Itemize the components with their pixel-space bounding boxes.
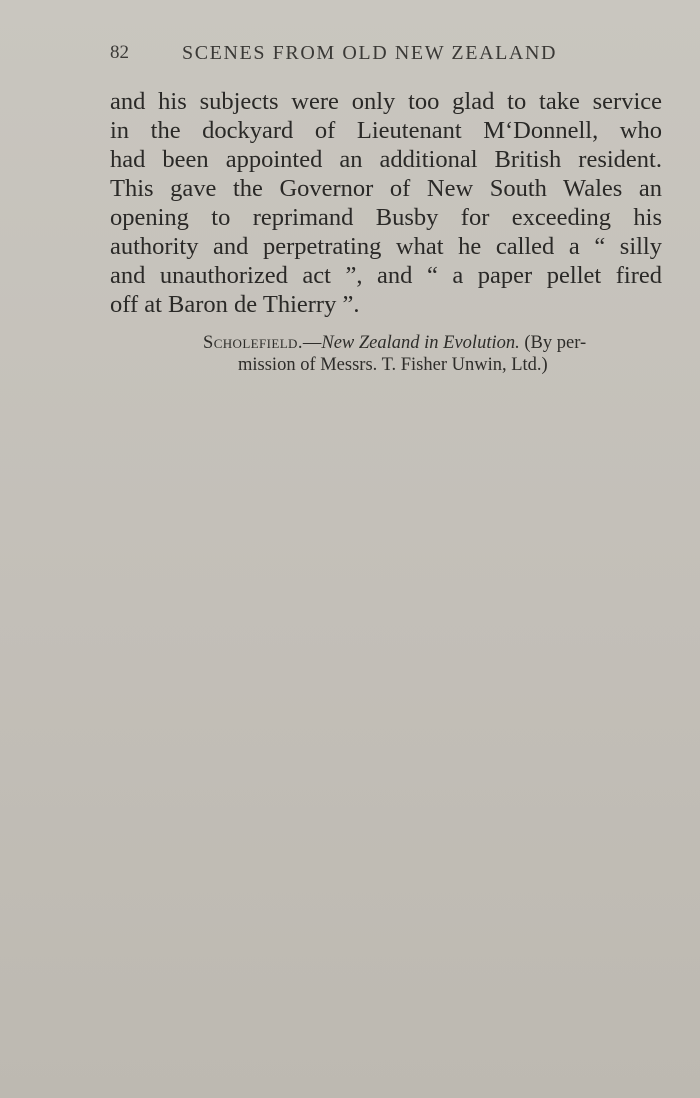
- body-line: off at Baron de Thierry ”.: [110, 291, 360, 318]
- citation-note-part1: (By per-: [519, 333, 587, 353]
- body-line: had been appointed an additional British resident.: [110, 146, 662, 173]
- page-number: 82: [110, 42, 129, 63]
- citation-author: Scholefield.: [203, 333, 303, 353]
- body-line: in the dockyard of Lieutenant M‘Donnell, who: [110, 117, 662, 144]
- body-line: and unauthorized act ”, and “ a paper pellet fired: [110, 262, 662, 289]
- running-title: SCENES FROM OLD NEW ZEALAND: [182, 42, 558, 64]
- running-head: [110, 40, 594, 70]
- body-line: authority and perpetrating what he called a “ silly: [110, 233, 662, 260]
- body-line: This gave the Governor of New South Wales an: [110, 175, 662, 202]
- body-paragraph: [110, 87, 662, 319]
- citation-book-title: New Zealand in Evolution.: [321, 333, 520, 353]
- body-line: opening to reprimand Busby for exceeding his: [110, 204, 662, 231]
- citation-dash: —: [302, 333, 322, 353]
- citation-note-part2: mission of Messrs. T. Fisher Unwin, Ltd.): [238, 355, 548, 375]
- body-line: and his subjects were only too glad to take service: [110, 88, 662, 115]
- citation-line-1: [110, 332, 640, 354]
- source-citation: [110, 332, 640, 376]
